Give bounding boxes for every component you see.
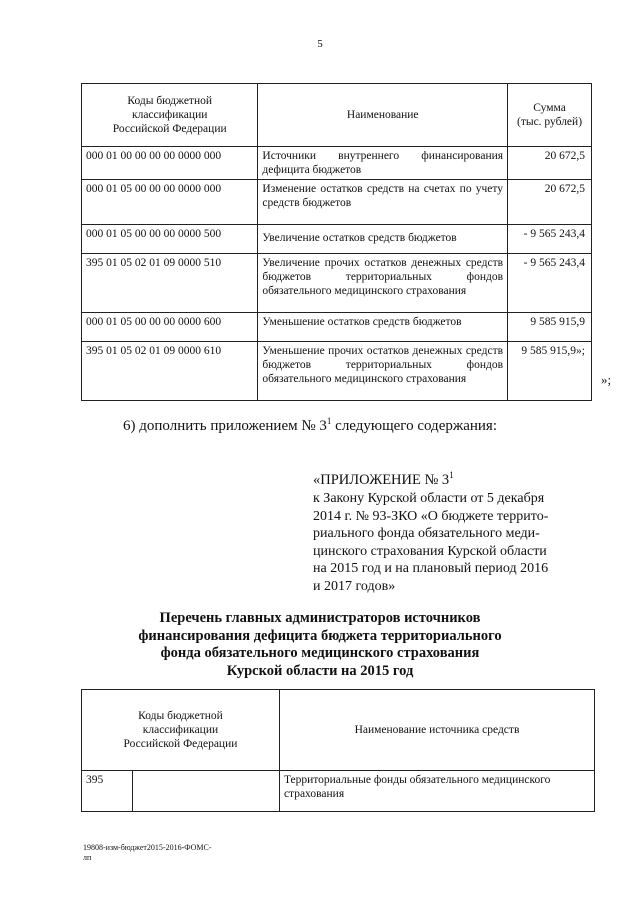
- appendix-line: цинского страхования Курской области: [313, 543, 547, 559]
- appendix-heading-superscript: 1: [449, 470, 454, 481]
- table-row: [82, 147, 592, 180]
- row-sum: 9 585 915,9: [508, 313, 592, 342]
- page-number: 5: [317, 38, 323, 50]
- table-row: [82, 771, 595, 812]
- title-line: фонда обязательного медицинского страхования: [160, 645, 480, 661]
- header-line: Российской Федерации: [112, 123, 227, 135]
- table-row: [82, 342, 592, 401]
- document-title: [0, 610, 640, 680]
- row-source-code: [132, 771, 279, 812]
- row-code: 000 01 05 00 00 00 0000 000: [82, 180, 258, 225]
- footer-line: 19808-изм-бюджет2015-2016-ФОМС-: [83, 843, 212, 852]
- row-admin-code: 395: [82, 771, 133, 812]
- appendix-line: на 2015 год и на плановый период 2016: [313, 561, 549, 576]
- row-sum: - 9 565 243,4: [508, 225, 592, 254]
- table-row: [82, 254, 592, 313]
- row-name: Изменение остатков средств на счетах по учету средств бюджетов: [258, 180, 508, 225]
- amendment-tail: следующего содержания:: [331, 418, 497, 434]
- row-sum: 20 672,5: [508, 180, 592, 225]
- row-code: 395 01 05 02 01 09 0000 510: [82, 254, 258, 313]
- row-name: Территориальные фонды обязательного медицинского страхования: [279, 771, 594, 812]
- file-footer: [83, 843, 212, 863]
- header-line: Наименование источника средств: [354, 724, 520, 736]
- header-line: (тыс. рублей): [517, 116, 583, 128]
- appendix-line: к Закону Курской области от 5 декабря: [313, 491, 545, 506]
- amendment-text: [123, 418, 497, 435]
- header-line: Российской Федерации: [123, 738, 238, 750]
- title-line: Перечень главных администраторов источников: [159, 610, 481, 626]
- row-name: Источники внутреннего финансирования дефицита бюджетов: [258, 147, 508, 180]
- footer-line: лп: [83, 853, 92, 862]
- closing-quote-mark: »;: [601, 372, 612, 387]
- appendix-heading: [313, 472, 454, 489]
- row-name: Увеличение остатков средств бюджетов: [258, 225, 508, 254]
- header-codes: [82, 84, 258, 147]
- row-code: 000 01 05 00 00 00 0000 600: [82, 313, 258, 342]
- table-header-row: [82, 84, 592, 147]
- appendix-heading-text: «ПРИЛОЖЕНИЕ № 3: [313, 472, 450, 488]
- appendix-line: 2014 г. № 93-ЗКО «О бюджете террито-: [313, 508, 549, 524]
- header-line: классификации: [142, 724, 219, 736]
- header-codes: [82, 690, 280, 771]
- row-sum: 20 672,5: [508, 147, 592, 180]
- header-source-name: [279, 690, 594, 771]
- appendix-line: и 2017 годов»: [313, 578, 396, 594]
- title-line: Курской области на 2015 год: [226, 662, 414, 679]
- header-line: Сумма: [533, 102, 566, 114]
- header-line: Наименование: [346, 109, 419, 121]
- header-name: [258, 84, 508, 147]
- table-row: [82, 225, 592, 254]
- row-sum: - 9 565 243,4: [508, 254, 592, 313]
- table-row: [82, 313, 592, 342]
- row-code: 000 01 05 00 00 00 0000 500: [82, 225, 258, 254]
- table-row: [82, 180, 592, 225]
- amendment-superscript: 1: [326, 416, 332, 426]
- header-line: Коды бюджетной: [127, 95, 213, 107]
- row-sum: 9 585 915,9»;: [508, 342, 592, 401]
- title-line: финансирования дефицита бюджета территориального: [138, 627, 502, 644]
- row-code: 395 01 05 02 01 09 0000 610: [82, 342, 258, 401]
- appendix-reference: [313, 490, 569, 595]
- row-code: 000 01 00 00 00 00 0000 000: [82, 147, 258, 180]
- table-header-row: [82, 690, 595, 771]
- header-line: классификации: [132, 109, 208, 121]
- administrators-table: [81, 689, 595, 812]
- header-line: Коды бюджетной: [138, 710, 223, 722]
- header-sum: [508, 84, 592, 147]
- amendment-main: 6) дополнить приложением № 3: [123, 418, 327, 434]
- row-name: Увеличение прочих остатков денежных средств бюджетов территориальных фондов обязательного медицинского страхования: [258, 254, 508, 313]
- row-name: Уменьшение прочих остатков денежных средств бюджетов территориальных фондов обязательного медицинского страхования: [258, 342, 508, 401]
- appendix-line: риального фонда обязательного меди-: [313, 526, 540, 541]
- sources-table: [81, 83, 592, 401]
- row-name: Уменьшение остатков средств бюджетов: [258, 313, 508, 342]
